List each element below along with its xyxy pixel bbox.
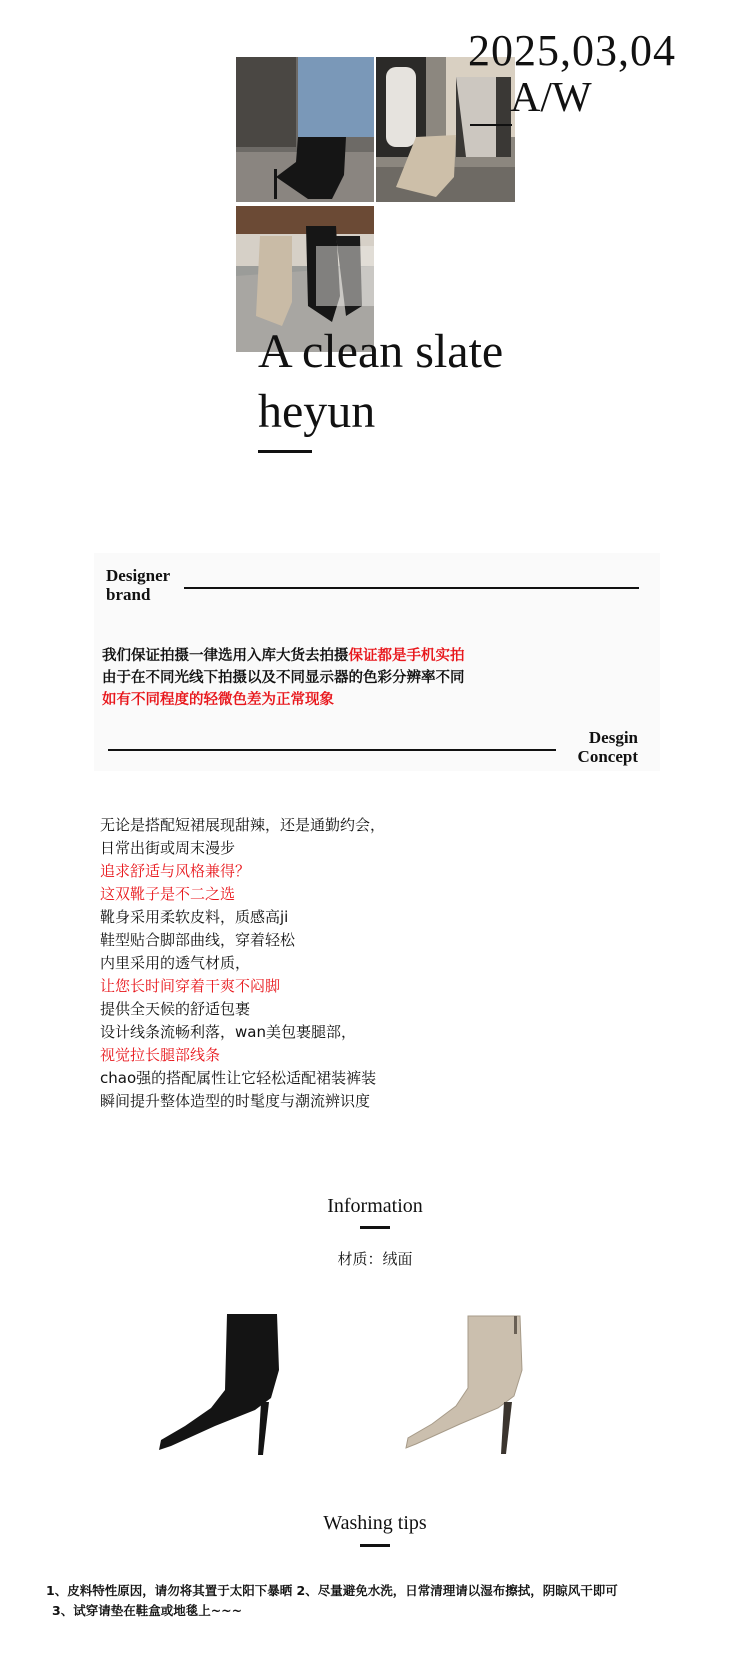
designer-brand-label [106,566,170,604]
design-concept-label [570,728,638,766]
description-line: 无论是搭配短裙展现甜辣，还是通勤约会， [100,816,386,834]
description-line: 让您长时间穿着干爽不闷脚 [100,977,281,995]
concept-label-line2: Concept [577,747,638,766]
information-underline [360,1226,390,1229]
hero-title-line1: A clean slate [258,325,504,378]
notice-line2: 由于在不同光线下拍摄以及不同显示器的色彩分辨率不同 [102,670,465,686]
washing-tips-title: Washing tips [323,1512,427,1534]
description-text [100,814,385,1113]
information-title: Information [327,1195,423,1217]
description-line: 提供全天候的舒适包裹 [100,1000,251,1018]
hero-title-line2: heyun [258,385,376,438]
washing-tip-line1: 1、皮料特性原因，请勿将其置于太阳下暴晒 2、尽量避免水洗，日常清理请以湿布擦拭，阴晾风干即可 [46,1583,618,1598]
description-line: 日常出街或周末漫步 [100,839,236,857]
notice-line1: 我们保证拍摄一律选用入库大货去拍摄保证都是手机实拍 [102,648,465,664]
description-line: 靴身采用柔软皮料，质感高ji [100,908,289,926]
concept-rule [108,749,556,751]
description-line: 视觉拉长腿部线条 [100,1046,221,1064]
season-label: A/W [510,75,592,121]
material-label: 材质：绒面 [337,1250,413,1268]
product-boot-black [155,1310,290,1460]
description-line: 这双靴子是不二之选 [100,885,236,903]
photo-notice [102,645,465,711]
season-underline [470,124,512,126]
designer-label-line1: Designer [106,566,171,585]
concept-label-line1: Desgin [588,728,638,747]
washing-tips-underline [360,1544,390,1547]
photo-black-boot-on-foot [236,57,374,202]
description-line: 瞬间提升整体造型的时髦度与潮流辨识度 [100,1092,371,1110]
washing-tip-line2: 3、试穿请垫在鞋盒或地毯上~~~ [52,1603,243,1618]
washing-tips-text [46,1581,618,1621]
description-line: 内里采用的透气材质， [100,954,251,972]
description-line: chao强的搭配属性让它轻松适配裙装裤装 [100,1069,377,1087]
product-boot-beige [402,1310,542,1460]
hero-underline [258,450,312,453]
notice-line3: 如有不同程度的轻微色差为正常现象 [102,692,334,708]
description-line: 设计线条流畅利落，wan美包裹腿部， [100,1023,356,1041]
designer-rule [184,587,639,589]
hero-title [258,322,503,442]
description-line: 追求舒适与风格兼得？ [100,862,251,880]
date-label: 2025,03,04 [468,26,676,75]
photo-beige-boot-on-foot [376,57,515,202]
designer-label-line2: brand [106,585,151,604]
description-line: 鞋型贴合脚部曲线，穿着轻松 [100,931,296,949]
